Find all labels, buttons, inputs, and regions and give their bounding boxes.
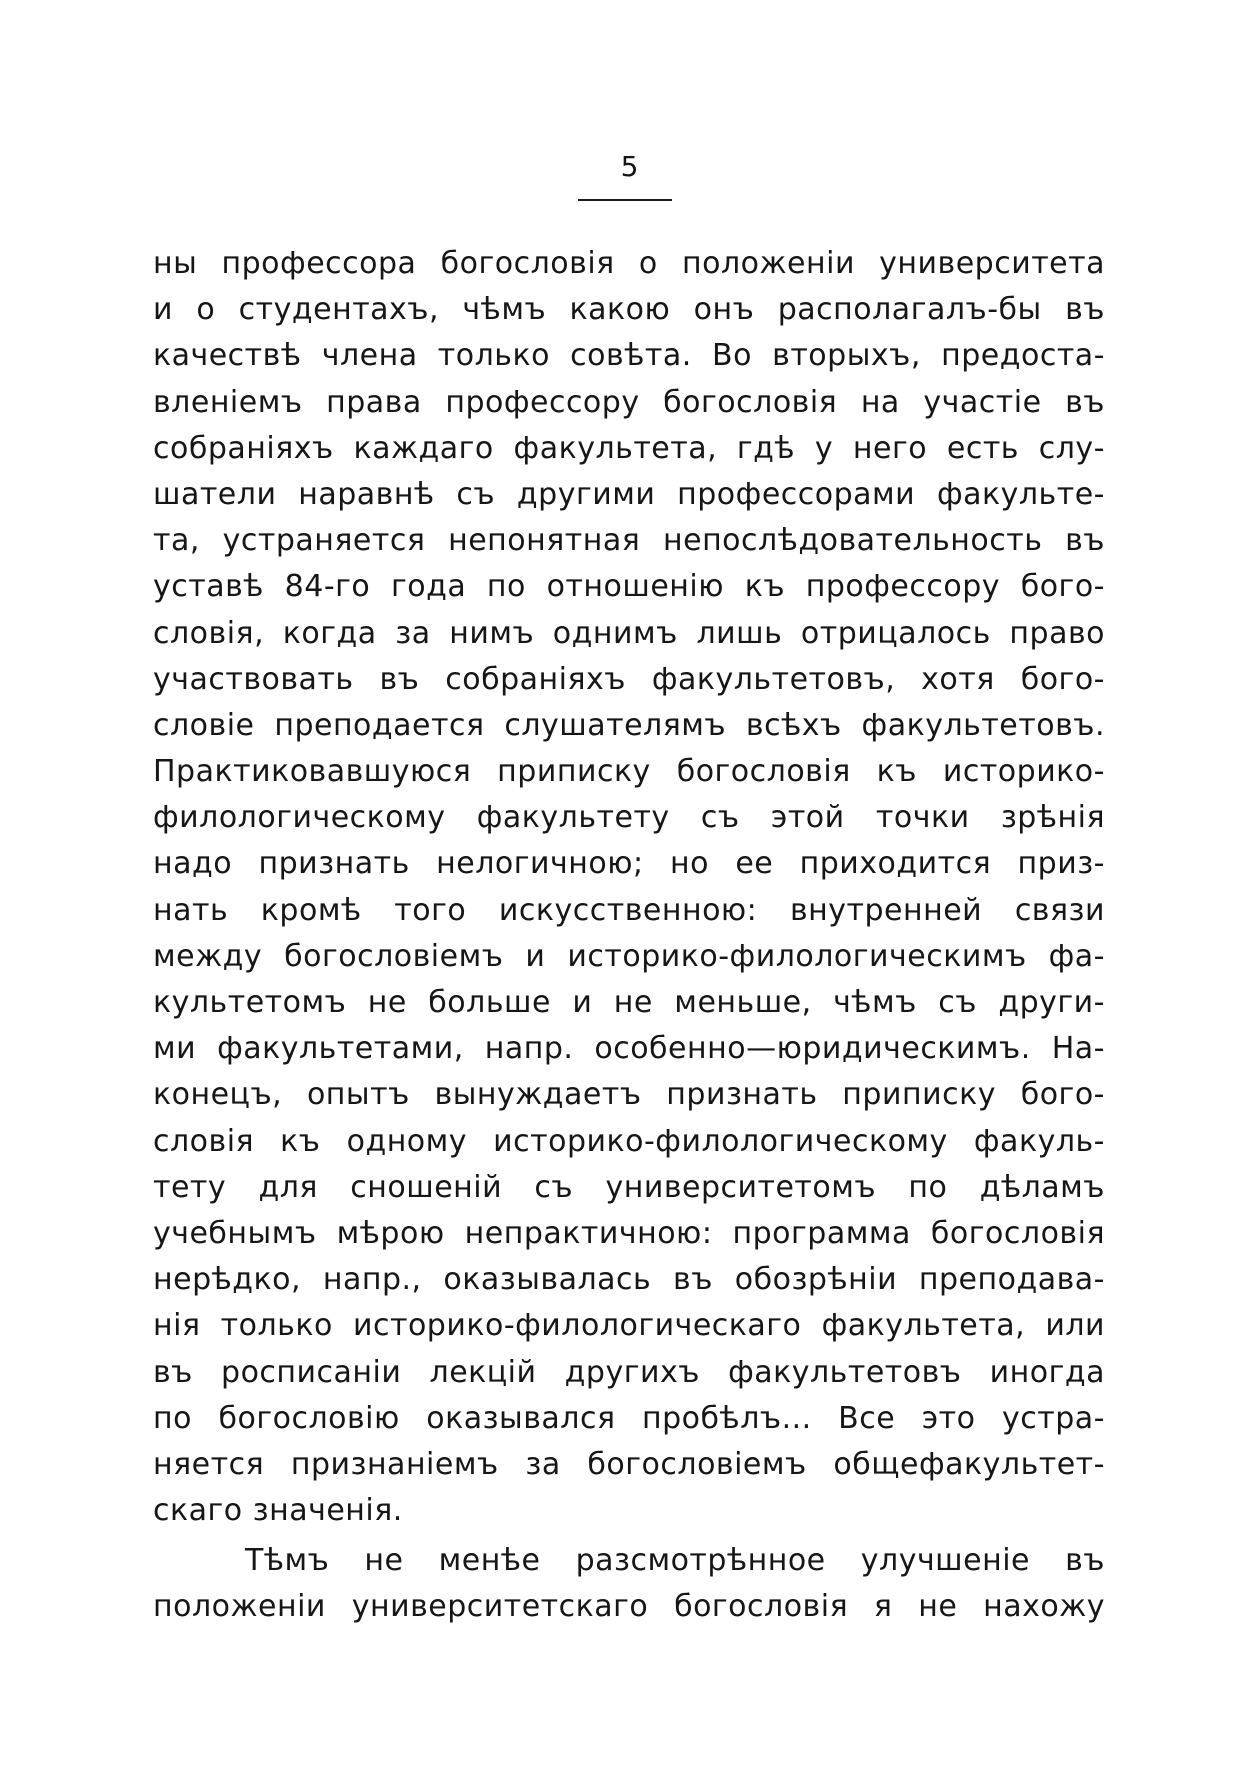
text-line: учебнымъ мѣрою непрактичною: программа богословія [153,1215,1105,1251]
text-line: шатели наравнѣ съ другими профессорами факульте- [153,476,1105,512]
text-line: Тѣмъ не менѣе разсмотрѣнное улучшеніе въ [245,1543,1105,1579]
text-line: словіе преподается слушателямъ всѣхъ факультетовъ. [153,707,1105,743]
text-line: нать кромѣ того искусственною: внутренней связи [153,892,1105,928]
text-line: конецъ, опытъ вынуждаетъ признать приписку бого- [153,1077,1105,1113]
text-line: ны профессора богосл͏овія о положеніи университета [153,246,1105,281]
text-line: между богословіемъ и историко-филологическимъ фа- [153,938,1105,974]
text-line: тету для сношеній съ университетомъ по дѣламъ [153,1169,1105,1205]
text-line: положеніи университетскаго богословія я не нахожу [153,1589,1105,1625]
text-line: собраніяхъ каждаго факультета, гдѣ у него есть слу- [153,430,1105,466]
text-line: словія къ одному историко-филологическому факуль- [153,1123,1105,1159]
text-line: и о студентахъ, чѣмъ какою онъ располагалъ-бы въ [153,292,1105,328]
page-number-rule [578,199,672,201]
paragraph-2 [153,1538,1105,1630]
text-line: ми факультетами, напр. особенно—юридическимъ. На- [153,1031,1105,1067]
text-line: нерѣдко, напр., оказывалась въ обозрѣніи преподава- [153,1262,1105,1298]
text-line: качествѣ члена только совѣта. Во вторыхъ, предоста- [153,338,1105,374]
text-line: по богословію оказывался пробѣлъ... Все это устра- [153,1400,1105,1436]
text-line: скаго значенія. [153,1493,403,1529]
text-line: Практиковавшуюся приписку богословія къ историко- [153,754,1105,790]
text-line: словія, когда за нимъ однимъ лишь отрицалось право [153,615,1105,651]
body-text [153,241,1105,1631]
text-line: надо признать нелогичною; но ее приходится приз- [153,846,1105,882]
text-line: филологическому факультету съ этой точки зрѣнія [153,800,1105,836]
text-line: нія только историко-филологическаго факультета, или [153,1308,1105,1344]
paragraph-1 [153,241,1105,1534]
text-line: культетомъ не больше и не меньше, чѣмъ съ други- [153,985,1105,1020]
page-number: 5 [620,150,640,183]
text-line: уставѣ 84-го года по отношенію къ профессору бого- [153,569,1105,605]
text-line: няется признаніемъ за богословіемъ общефакультет- [153,1446,1105,1482]
text-line: та, устраняется непонятная непослѣдовательность въ [153,523,1105,559]
text-line: вленіемъ права профессору богословія на участіе въ [153,384,1105,420]
text-line: участвовать въ собраніяхъ факультетовъ, хотя бого- [153,661,1105,697]
text-line: въ росписаніи лекцій другихъ факультетовъ иногда [153,1354,1105,1390]
